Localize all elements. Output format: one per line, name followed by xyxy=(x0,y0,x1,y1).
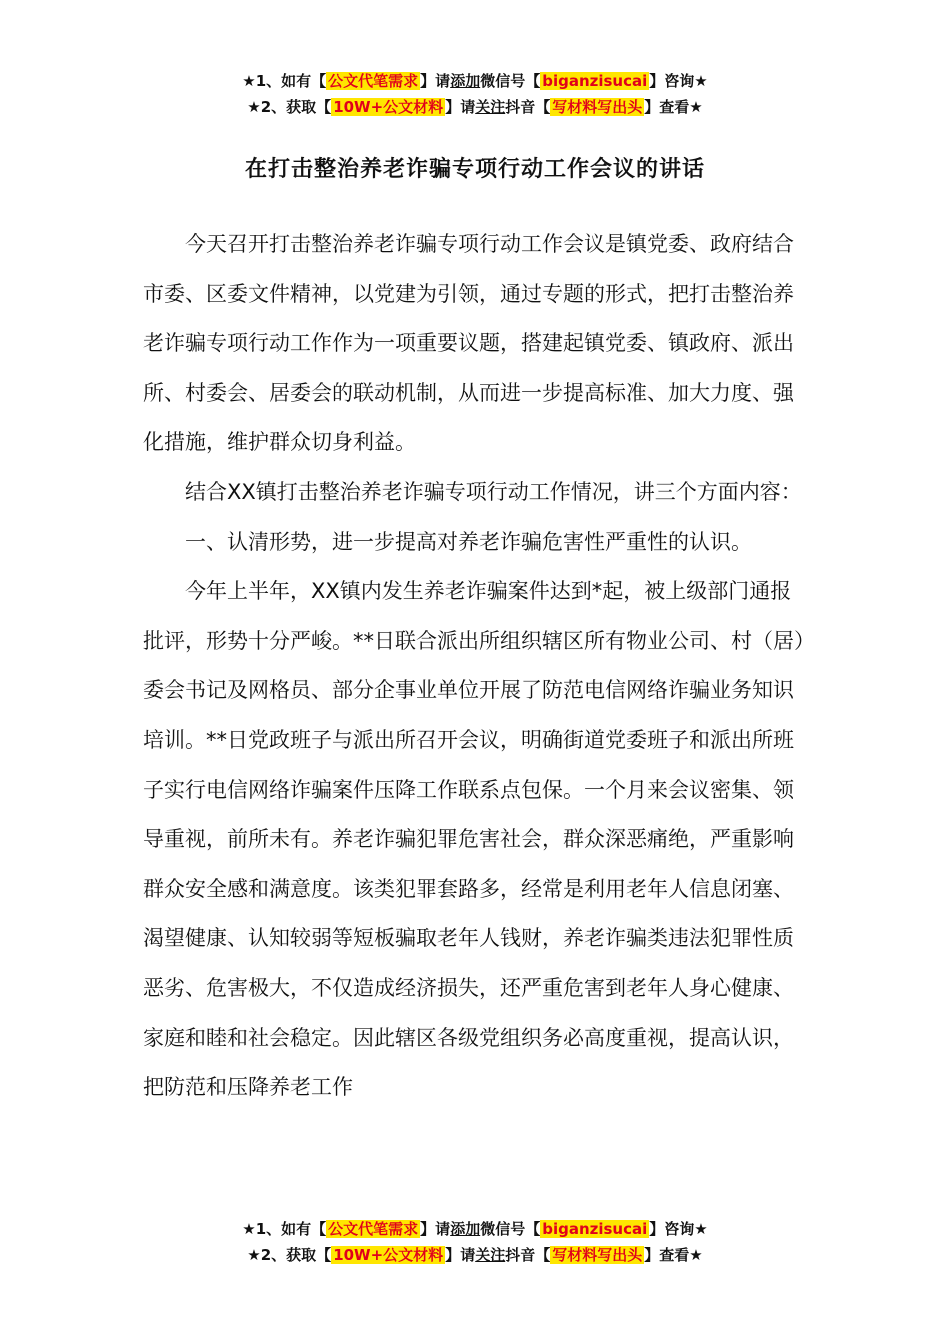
highlight-wechat-id: biganzisucai xyxy=(542,72,648,90)
highlight-service: 公文代笔需求 xyxy=(328,72,419,90)
banner-line-2 xyxy=(0,94,950,120)
highlight-materials: 10W+公文材料 xyxy=(333,98,444,116)
banner-text: ★2、获取【 xyxy=(247,1246,332,1264)
emphasis-add: 添加 xyxy=(450,72,481,90)
banner-text: 抖音【 xyxy=(505,1246,551,1264)
banner-text: 】咨询★ xyxy=(649,1220,708,1238)
banner-text: ★1、如有【 xyxy=(242,1220,327,1238)
banner-text: 抖音【 xyxy=(505,98,551,116)
banner-text: ★2、获取【 xyxy=(247,98,332,116)
banner-text: 】咨询★ xyxy=(649,72,708,90)
banner-text: 】查看★ xyxy=(644,1246,703,1264)
emphasis-follow: 关注 xyxy=(475,98,506,116)
banner-text: 】查看★ xyxy=(644,98,703,116)
banner-line-1 xyxy=(0,1216,950,1242)
highlight-douyin: 写材料写出头 xyxy=(552,98,643,116)
highlight-douyin: 写材料写出头 xyxy=(552,1246,643,1264)
banner-text: 】请 xyxy=(445,1246,476,1264)
paragraph: 今天召开打击整治养老诈骗专项行动工作会议是镇党委、政府结合市委、区委文件精神，以党建为引领，通过专题的形式，把打击整治养老诈骗专项行动工作作为一项重要议题，搭建起镇党委、镇政府、派出所、村委会、居委会的联动机制，从而进一步提高标准、加大力度、强化措施，维护群众切身利益。 xyxy=(143,232,794,455)
banner-text: 】请 xyxy=(420,72,451,90)
highlight-service: 公文代笔需求 xyxy=(328,1220,419,1238)
banner-text: ★1、如有【 xyxy=(242,72,327,90)
document-title: 在打击整治养老诈骗专项行动工作会议的讲话 xyxy=(244,157,705,182)
banner-line-1 xyxy=(0,68,950,94)
banner-text: 】请 xyxy=(420,1220,451,1238)
highlight-materials: 10W+公文材料 xyxy=(333,1246,444,1264)
footer-banner xyxy=(0,1216,950,1268)
header-banner xyxy=(0,68,950,120)
highlight-wechat-id: biganzisucai xyxy=(542,1220,648,1238)
banner-text: 】请 xyxy=(445,98,476,116)
paragraph: 今年上半年，XX镇内发生养老诈骗案件达到*起，被上级部门通报批评，形势十分严峻。**日联合派出所组织辖区所有物业公司、村（居）委会书记及网格员、部分企事业单位开展了防范电信网络诈骗业务知识培训。**日党政班子与派出所召开会议，明确街道党委班子和派出所班子实行电信网络诈骗案件压降工作联系点包保。一个月来会议密集、领导重视，前所未有。养老诈骗犯罪危害社会，群众深恶痛绝，严重影响群众安全感和满意度。该类犯罪套路多，经常是利用老年人信息闭塞、渴望健康、认知较弱等短板骗取老年人钱财，养老诈骗类违法犯罪性质恶劣、危害极大，不仅造成经济损失，还严重危害到老年人身心健康、家庭和睦和社会稳定。因此辖区各级党组织务必高度重视，提高认识，把防范和压降养老工作 xyxy=(143,579,805,1100)
section-heading: 一、认清形势，进一步提高对养老诈骗危害性严重性的认识。 xyxy=(185,529,752,554)
banner-text: 微信号【 xyxy=(480,72,541,90)
banner-text: 微信号【 xyxy=(480,1220,541,1238)
emphasis-follow: 关注 xyxy=(475,1246,506,1264)
emphasis-add: 添加 xyxy=(450,1220,481,1238)
banner-line-2 xyxy=(0,1242,950,1268)
paragraph: 结合XX镇打击整治养老诈骗专项行动工作情况，讲三个方面内容： xyxy=(185,479,802,504)
document-body xyxy=(143,220,808,1113)
